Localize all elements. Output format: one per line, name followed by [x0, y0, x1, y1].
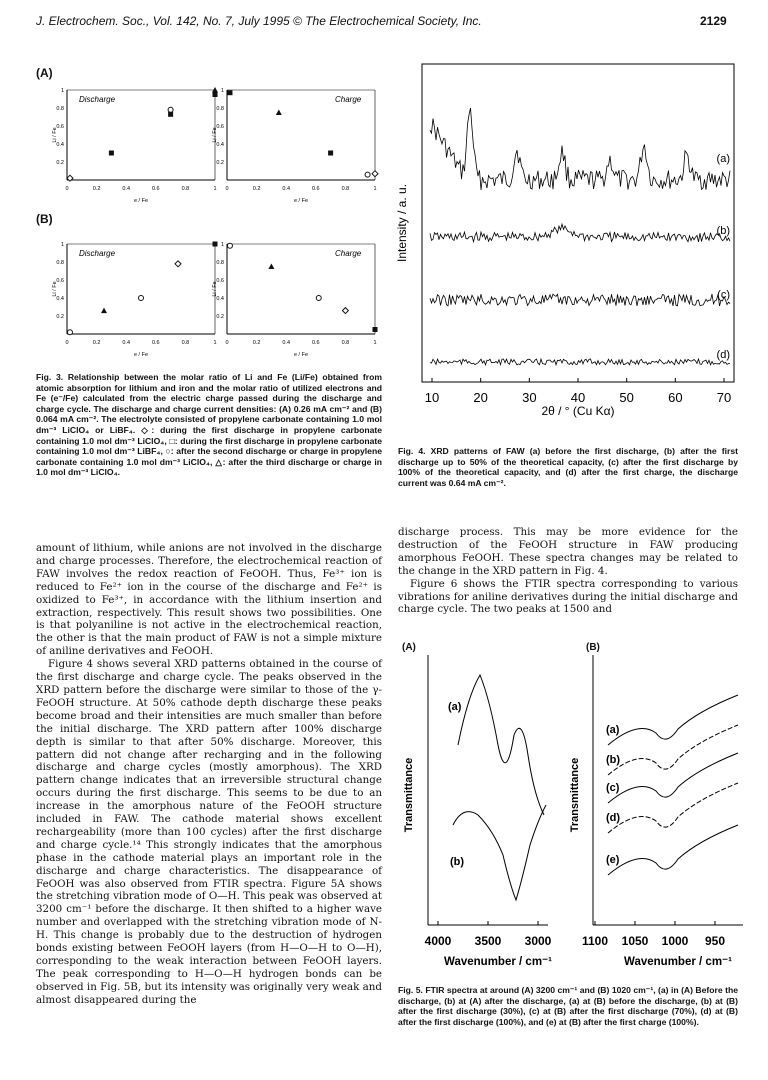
- x-axis-label: e / Fe: [133, 198, 149, 204]
- y-tick-label: 0.6: [216, 124, 224, 130]
- x-tick-label: 1: [213, 186, 217, 192]
- x-tick-label: 0.2: [92, 340, 101, 346]
- x-tick-label: 1000: [661, 934, 689, 948]
- ftir-trace: [608, 695, 738, 745]
- y-axis-label: Intensity / a. u.: [395, 183, 409, 263]
- data-point-square: [328, 151, 333, 156]
- y-axis-label: Li / Fe: [212, 127, 218, 143]
- trace-label: (b): [716, 225, 730, 237]
- left-paragraph-2: Figure 4 shows several XRD patterns obtained in the course of the first discharge and charge cycle. The peaks observed in the XRD pattern before the discharge were similar to those of the γ-FeOOH structure. At 50% cathode depth discharge these peaks become broad and their intensities are much smaller than before the initial discharge. The XRD pattern after 100% discharge depth is similar to that after 50% discharge. Moreover, this pattern did not change after recharging and in the following discharge and charge cycles (mostly amorphous). The XRD pattern change indicates that an irreversible structural change occurs during the first discharge. This seems to be due to an increase in the amorphous nature of the FeOOH structure included in FAW. The cathode material shows excellent rechargeability (more than 100 cycles) after the first discharge and charge cycle.¹⁴ This strongly indicates that the amorphous phase in the cathode material plays an important role in the discharge and charge characteristics. The disappearance of FeOOH was also observed from FTIR spectra. Figure 5A shows the stretching vibration mode of O—H. This peak was observed at 3200 cm⁻¹ before the discharge. It then shifted to a higher wave number and overlapped with the stretching vibration mode of N-H. This change is probably due to the destruction of hydrogen bonds existing between FeOOH layers (from H—O—H to O—H), corresponding to the weak interaction between FeOOH layers. The peak corresponding to H—O—H hydrogen bonds can be observed in Fig. 5B, but its intensity was originally very weak and almost disappeared during the: [36, 658, 382, 1006]
- right-paragraph-1: discharge process. This may be more evidence for the destruction of the FeOOH structure in FAW producing amorphous FeOOH. These spectra changes may be related to the change in the XRD pattern in Fig. 4.: [398, 526, 738, 577]
- fig3-label-b: (B): [36, 212, 53, 226]
- y-axis-label-a: Transmittance: [403, 757, 415, 833]
- x-tick-label: 0.4: [122, 340, 131, 346]
- y-tick-label: 0.6: [56, 124, 64, 130]
- x-tick-label: 0: [65, 186, 69, 192]
- y-tick-label: 0.4: [56, 142, 64, 148]
- x-tick-label: 70: [716, 390, 732, 405]
- data-point-circle: [316, 296, 321, 301]
- x-tick-label: 1050: [621, 934, 649, 948]
- fig3-scatter-plots: [52, 82, 385, 372]
- x-tick-label: 0: [225, 340, 229, 346]
- x-axis-label: e / Fe: [293, 198, 309, 204]
- x-tick-label: 0.6: [151, 186, 160, 192]
- x-tick-label: 1: [213, 340, 217, 346]
- trace-label: (b): [450, 856, 465, 868]
- ftir-trace: [608, 753, 738, 803]
- panel-title: Discharge: [79, 95, 116, 104]
- trace-label: (a): [606, 724, 620, 736]
- data-point-diamond: [342, 308, 348, 314]
- x-tick-label: 0.6: [311, 186, 320, 192]
- page-number: 2129: [700, 14, 727, 28]
- x-tick-label: 0.6: [151, 340, 160, 346]
- left-paragraph-1: amount of lithium, while anions are not involved in the discharge and charge processes. Therefore, the electrochemical reaction of FAW involves the redox reaction of FeOOH. Thus, Fe³⁺ ion is reduced to Fe²⁺ ion in the course of the discharge and Fe²⁺ is oxidized to Fe³⁺, in accordance with the lithium insertion and extraction, respectively. This result shows two possibilities. One is that polyaniline is not active in the electrochemical reaction, the other is that the main product of FAW is not a simple mixture of aniline derivatives and FeOOH.: [36, 542, 382, 658]
- x-tick-label: 60: [668, 390, 683, 405]
- xrd-trace: [430, 294, 730, 306]
- x-axis-label: e / Fe: [133, 352, 149, 358]
- x-tick-label: 0.4: [282, 186, 291, 192]
- y-tick-label: 0.8: [216, 260, 224, 266]
- fig5-caption: Fig. 5. FTIR spectra at around (A) 3200 cm⁻¹ and (B) 1020 cm⁻¹, (a) in (A) Before the discharge, (b) at (A) after the discharge, (a) at (B) before the discharge, (b) at (B) after the first discharge (30%), (c) at (B) after the first discharge (70%), (d) at (B) after the first discharge (100%), and (e) at (B) after the first charge (100%).: [398, 985, 738, 1027]
- right-paragraph-2: Figure 6 shows the FTIR spectra corresponding to various vibrations for aniline derivatives during the initial discharge and charge cycle. The two peaks at 1500 and: [398, 577, 738, 616]
- y-tick-label: 1: [60, 242, 64, 248]
- data-point-circle: [365, 172, 370, 177]
- data-point-triangle: [276, 110, 282, 116]
- x-axis-label-a: Wavenumber / cm⁻¹: [444, 956, 552, 968]
- xrd-trace: [430, 224, 730, 242]
- trace-label: (c): [717, 289, 730, 301]
- x-tick-label: 0.2: [252, 340, 261, 346]
- y-tick-label: 0.6: [56, 278, 64, 284]
- data-point-triangle: [268, 264, 274, 270]
- y-tick-label: 0.8: [56, 260, 64, 266]
- data-point-square: [213, 92, 218, 97]
- x-tick-label: 0.8: [341, 340, 350, 346]
- x-axis-label: 2θ / ° (Cu Kα): [541, 404, 615, 418]
- data-point-square: [227, 90, 232, 95]
- panel-title: Discharge: [79, 249, 116, 258]
- y-tick-label: 0.4: [56, 296, 64, 302]
- fig3-caption: Fig. 3. Relationship between the molar ratio of Li and Fe (Li/Fe) obtained from atomic absorption for lithium and iron and the molar ratio of utilized electrons and Fe (e⁻/Fe) calculated from the electric charge passed during the discharge and charge cycle. The discharge and charge current densities: (A) 0.26 mA cm⁻² and (B) 0.064 mA cm⁻². The electrolyte consisted of propylene carbonate containing 1.0 mol dm⁻³ LiClO₄ or LiBF₄. ◇: during the first discharge in propylene carbonate containing 1.0 mol dm⁻³ LiClO₄, □: during the first discharge in propylene carbonate containing 1.0 mol dm⁻³ LiBF₄, ○: after the second discharge or charge in propylene carbonate containing 1.0 mol dm⁻³ LiClO₄, △: after the third discharge or charge in 1.0 mol dm⁻³ LiClO₄.: [36, 372, 382, 478]
- ftir-trace: [608, 825, 738, 875]
- plot-frame: [422, 64, 734, 382]
- fig5-label-b: (B): [586, 642, 600, 653]
- y-tick-label: 0.2: [56, 160, 64, 166]
- x-tick-label: 0: [225, 186, 229, 192]
- trace-label: (b): [606, 754, 621, 766]
- data-point-square: [373, 327, 378, 332]
- x-tick-label: 0.8: [181, 340, 190, 346]
- fig3-label-a: (A): [36, 66, 53, 80]
- running-header: J. Electrochem. Soc., Vol. 142, No. 7, July 1995 © The Electrochemical Society, Inc.: [36, 14, 482, 28]
- y-tick-label: 0.2: [56, 314, 64, 320]
- x-tick-label: 0.6: [311, 340, 320, 346]
- ftir-trace-b: [453, 805, 546, 900]
- left-column-text: [36, 542, 382, 1007]
- x-tick-label: 0.4: [122, 186, 131, 192]
- trace-label: (e): [606, 854, 620, 866]
- x-axis-label: e / Fe: [293, 352, 309, 358]
- x-tick-label: 1: [373, 340, 377, 346]
- panel-title: Charge: [335, 249, 362, 258]
- trace-label: (a): [448, 701, 462, 713]
- data-point-circle: [227, 243, 232, 248]
- y-tick-label: 0.8: [56, 106, 64, 112]
- x-tick-label: 0.2: [92, 186, 101, 192]
- data-point-square: [109, 151, 114, 156]
- y-tick-label: 1: [60, 88, 64, 94]
- trace-label: (d): [716, 349, 730, 361]
- x-tick-label: 20: [473, 390, 488, 405]
- xrd-trace: [430, 359, 730, 365]
- y-tick-label: 0.4: [216, 296, 224, 302]
- data-point-square: [213, 242, 218, 247]
- x-tick-label: 4000: [424, 934, 452, 948]
- data-point-diamond: [372, 171, 378, 177]
- panel-title: Charge: [335, 95, 362, 104]
- x-tick-label: 1: [373, 186, 377, 192]
- x-tick-label: 0.8: [181, 186, 190, 192]
- x-tick-label: 950: [704, 934, 726, 948]
- data-point-circle: [168, 107, 173, 112]
- ftir-trace-a: [458, 675, 544, 815]
- x-tick-label: 40: [570, 390, 586, 405]
- y-tick-label: 0.2: [216, 314, 224, 320]
- data-point-triangle: [101, 308, 107, 314]
- trace-label: (a): [716, 153, 730, 165]
- x-tick-label: 0: [65, 340, 69, 346]
- fig4-caption: Fig. 4. XRD patterns of FAW (a) before the first discharge, (b) after the first discharge up to 50% of the theoretical capacity, (c) after the first discharge by 100% of the theoretical capacity, and (d) after the first charge, the discharge current was 0.64 mA cm⁻².: [398, 446, 738, 488]
- data-point-circle: [139, 296, 144, 301]
- x-tick-label: 3000: [524, 934, 552, 948]
- y-tick-label: 1: [220, 242, 224, 248]
- x-axis-label-b: Wavenumber / cm⁻¹: [624, 956, 732, 968]
- y-tick-label: 1: [220, 88, 224, 94]
- x-tick-label: 1100: [581, 934, 609, 948]
- x-tick-label: 0.2: [252, 186, 261, 192]
- fig5-label-a: (A): [402, 642, 416, 653]
- y-tick-label: 0.6: [216, 278, 224, 284]
- fig4-xrd-chart: [392, 62, 744, 417]
- trace-label: (c): [606, 782, 620, 794]
- data-point-diamond: [175, 261, 181, 267]
- right-column-text: [398, 526, 738, 616]
- x-tick-label: 0.4: [282, 340, 291, 346]
- y-tick-label: 0.8: [216, 106, 224, 112]
- x-tick-label: 30: [522, 390, 537, 405]
- trace-label: (d): [606, 812, 621, 824]
- y-axis-label: Li / Fe: [52, 281, 58, 297]
- x-tick-label: 3500: [474, 934, 502, 948]
- y-axis-label: Li / Fe: [212, 281, 218, 297]
- x-tick-label: 10: [424, 390, 440, 405]
- y-tick-label: 0.4: [216, 142, 224, 148]
- y-axis-label: Li / Fe: [52, 127, 58, 143]
- x-tick-label: 50: [619, 390, 634, 405]
- x-tick-label: 0.8: [341, 186, 350, 192]
- y-axis-label-b: Transmittance: [569, 757, 581, 833]
- xrd-trace: [430, 108, 730, 190]
- y-tick-label: 0.2: [216, 160, 224, 166]
- fig5-ftir-chart: [398, 655, 744, 975]
- data-point-circle: [67, 330, 72, 335]
